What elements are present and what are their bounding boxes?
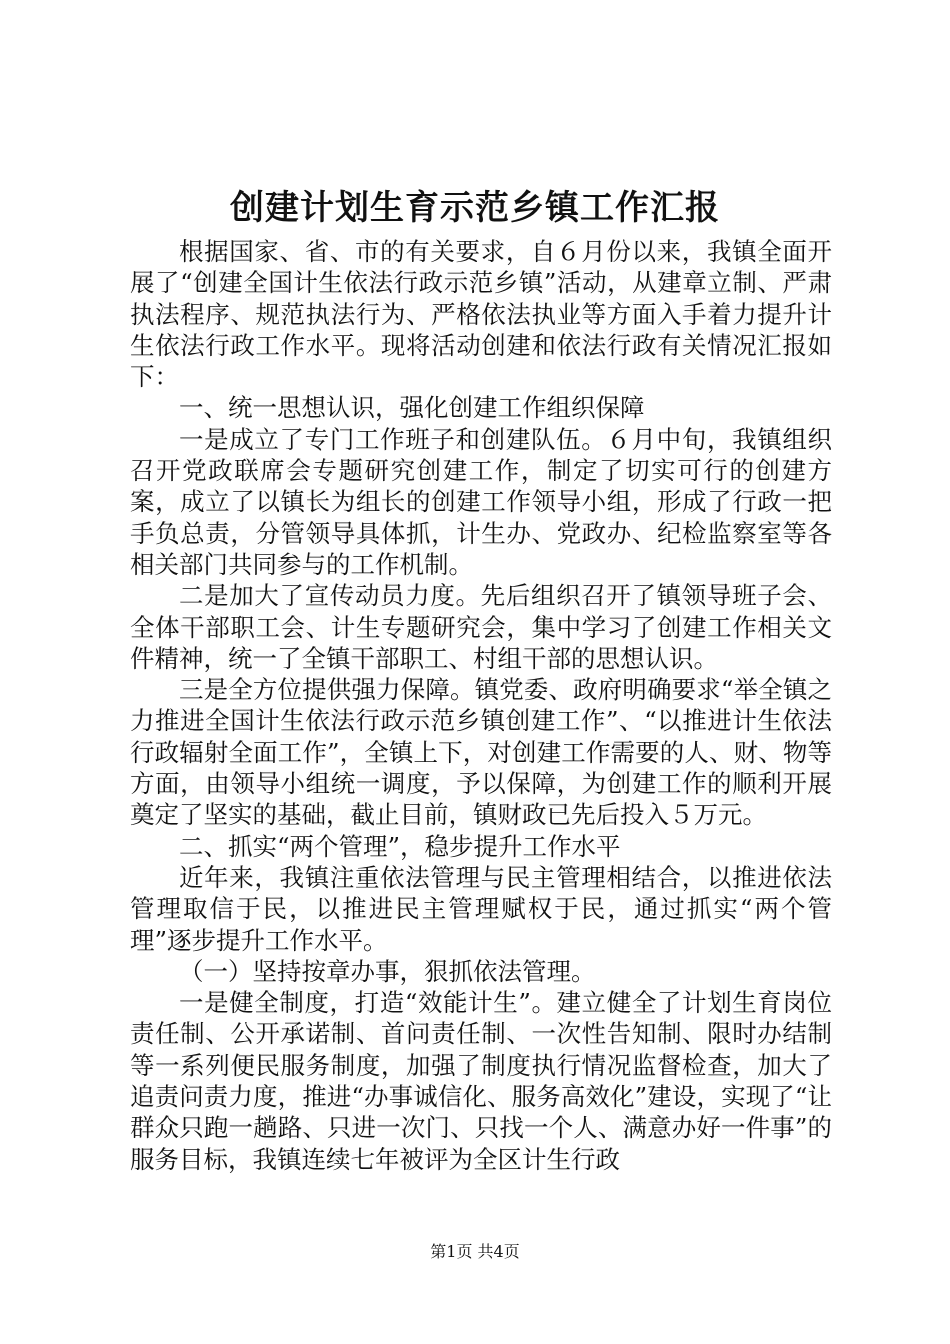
subsection-heading-1: （一）坚持按章办事，狠抓依法管理。: [179, 956, 596, 986]
intro-paragraph: 根据国家、省、市的有关要求，自６月份以来，我镇全面开展了“创建全国计生依法行政示范乡镇”活动，从建章立制、严肃执法程序、规范执法行为、严格依法执业等方面入手着力提升计生依法行政工作水平。现将活动创建和依法行政有关情况汇报如下：: [130, 237, 832, 392]
body-paragraph: 一是成立了专门工作班子和创建队伍。６月中旬，我镇组织召开党政联席会专题研究创建工作，制定了切实可行的创建方案，成立了以镇长为组长的创建工作领导小组，形成了行政一把手负总责，分管领导具体抓，计生办、党政办、纪检监察室等各相关部门共同参与的工作机制。: [130, 424, 832, 579]
section-heading-2: 二、抓实“两个管理”，稳步提升工作水平: [179, 831, 621, 861]
page-footer: 第1页 共4页: [430, 1242, 520, 1261]
body-paragraph: 一是健全制度，打造“效能计生”。建立健全了计划生育岗位责任制、公开承诺制、首问责任制、一次性告知制、限时办结制等一系列便民服务制度，加强了制度执行情况监督检查，加大了追责问责力度，推进“办事诚信化、服务高效化”建设，实现了“让群众只跑一趟路、只进一次门、只找一个人、满意办好一件事”的服务目标，我镇连续七年被评为全区计生行政: [130, 988, 832, 1174]
body-paragraph: 近年来，我镇注重依法管理与民主管理相结合，以推进依法管理取信于民，以推进民主管理赋权于民，通过抓实“两个管理”逐步提升工作水平。: [130, 862, 832, 955]
section-heading-1: 一、统一思想认识，强化创建工作组织保障: [179, 393, 645, 423]
document-body: [130, 236, 832, 1175]
document-title: 创建计划生育示范乡镇工作汇报: [230, 188, 720, 228]
body-paragraph: 三是全方位提供强力保障。镇党委、政府明确要求“举全镇之力推进全国计生依法行政示范乡镇创建工作”、“以推进计生依法行政辐射全面工作”，全镇上下，对创建工作需要的人、财、物等方面，由领导小组统一调度，予以保障，为创建工作的顺利开展奠定了坚实的基础，截止目前，镇财政已先后投入５万元。: [130, 675, 832, 830]
body-paragraph: 二是加大了宣传动员力度。先后组织召开了镇领导班子会、全体干部职工会、计生专题研究会，集中学习了创建工作相关文件精神，统一了全镇干部职工、村组干部的思想认识。: [130, 581, 832, 673]
